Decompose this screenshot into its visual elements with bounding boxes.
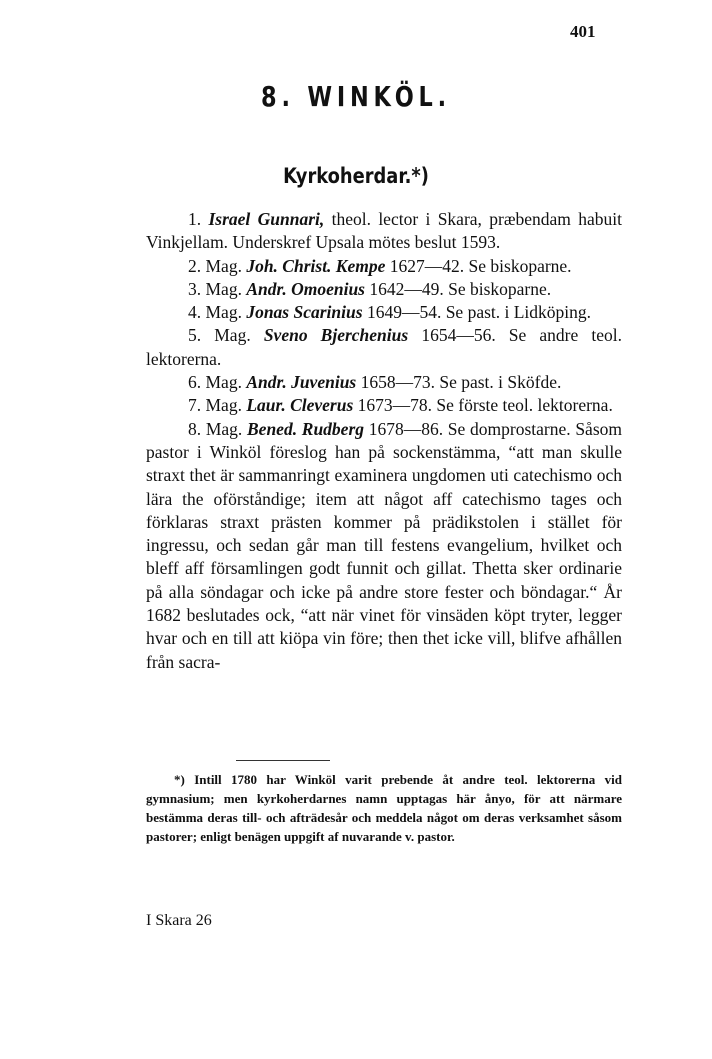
entry-name: Sveno Bjerchenius — [263, 325, 409, 346]
printer-signature: I Skara 26 — [146, 912, 212, 929]
entry-number: 6. — [188, 372, 202, 393]
entry-pre: Mag. — [201, 302, 247, 323]
entry-name: Laur. Cleverus — [246, 395, 354, 416]
entry-3 — [146, 278, 622, 301]
entry-number: 7. — [188, 395, 202, 416]
entry-number: 4. — [188, 302, 202, 323]
entry-pre: Mag. — [201, 372, 247, 393]
section-title: 8. WINKÖL. — [261, 80, 451, 113]
entry-4 — [146, 301, 622, 324]
entry-text: theol. lector i Skara, præbendam habuit Vinkjellam. Underskref Upsala mötes beslut 1593. — [146, 209, 622, 253]
entry-5 — [146, 324, 622, 371]
entry-text: 1658—73. Se past. i Sköfde. — [356, 372, 562, 393]
entry-number: 8. — [188, 418, 202, 439]
entry-text: 1649—54. Se past. i Lidköping. — [362, 302, 592, 323]
entry-number: 2. — [188, 255, 202, 276]
entry-pre: Mag. — [201, 418, 247, 439]
entry-pre: Mag. — [201, 325, 264, 346]
entry-pre: Mag. — [201, 278, 247, 299]
entry-1 — [146, 208, 622, 255]
entry-pre: Mag. — [201, 395, 247, 416]
footnote: *) Intill 1780 har Winköl varit prebende åt andre teol. lektorerna vid gymnasium; men kyrkoherdarnes namn upptagas här ånyo, för att närmare bestämma deras till- och afträdesår och meddela något om deras verksamhet såsom pastorer; enligt benägen uppgift af nuvarande v. pastor. — [146, 772, 622, 844]
entry-number: 3. — [188, 278, 202, 299]
entry-name: Israel Gunnari, — [208, 209, 325, 229]
entry-text: 1678—86. Se domprostarne. Såsom pastor i Winköl föreslog han på sockenstämma, “att man skulle straxt thet är sammanringt examinera ungdomen uti catechismo och lära the oförståndige; item att något aff catechismo tages och förklaras straxt prästen kommer på prädikstolen i stället för ingressu, och sedan går man till festens evangelium, hvilket och bleff aff församlingen godt funnit och gillat. Thetta sker ordinarie på alla söndagar och icke på andre store fester och böndagar.“ År 1682 beslutades ock, “att när vinet för vinsäden köpt tryter, legger hvar och en till att kiöpa vin före; then thet icke vill, blifve afhållen från sacra- — [146, 418, 622, 672]
entry-pre: Mag. — [201, 255, 247, 276]
entry-text: 1654—56. Se andre teol. lektorerna. — [146, 325, 623, 369]
entry-name: Jonas Scarinius — [246, 302, 363, 323]
page-number: 401 — [570, 22, 596, 41]
entry-name: Bened. Rudberg — [247, 418, 365, 439]
entry-6 — [146, 371, 622, 394]
entry-2 — [146, 255, 622, 278]
subheading: Kyrkoherdar.*) — [283, 164, 429, 188]
entry-number: 1. — [188, 209, 202, 229]
entry-name: Andr. Juvenius — [246, 372, 357, 393]
entry-text: 1642—49. Se biskoparne. — [364, 278, 552, 299]
entry-name: Andr. Omoenius — [246, 278, 365, 299]
entries-block — [146, 208, 622, 674]
entry-number: 5. — [188, 325, 202, 346]
entry-text: 1673—78. Se förste teol. lektorerna. — [353, 395, 613, 416]
entry-7 — [146, 394, 622, 417]
footnote-divider — [236, 760, 330, 761]
entry-name: Joh. Christ. Kempe — [246, 255, 386, 276]
entry-8 — [146, 418, 622, 674]
entry-text: 1627—42. Se biskoparne. — [385, 255, 572, 276]
